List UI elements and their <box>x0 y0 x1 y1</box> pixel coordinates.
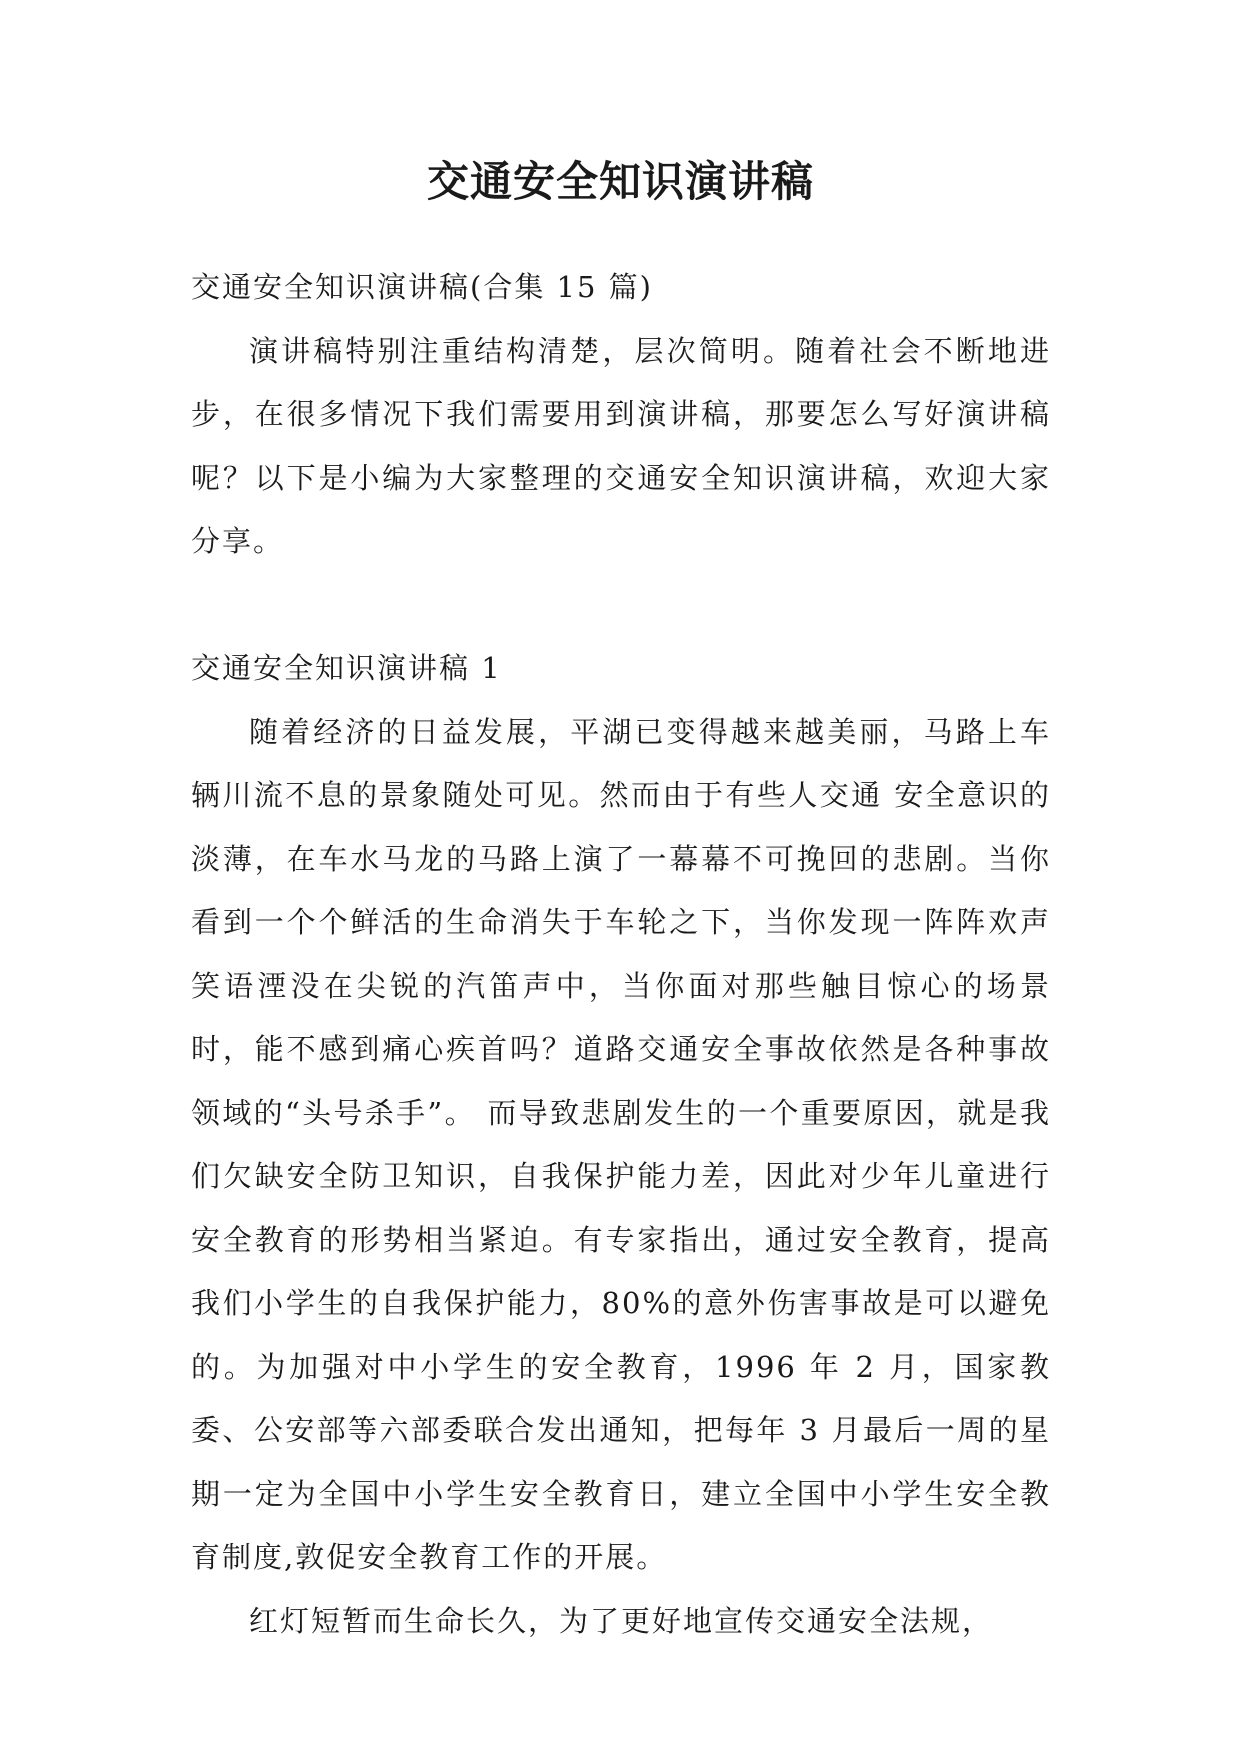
document-title: 交通安全知识演讲稿 <box>426 157 814 206</box>
document-body <box>191 256 1051 1653</box>
section-1-paragraph-1: 随着经济的日益发展，平湖已变得越来越美丽，马路上车辆川流不息的景象随处可见。然而由于有些人交通 安全意识的淡薄，在车水马龙的马路上演了一幕幕不可挽回的悲剧。当你看到一个个鲜活的生命消失于车轮之下，当你发现一阵阵欢声笑语湮没在尖锐的汽笛声中，当你面对那些触目惊心的场景时，能不感到痛心疾首吗？道路交通安全事故依然是各种事故领域的“头号杀手”。 而导致悲剧发生的一个重要原因，就是我们欠缺安全防卫知识，自我保护能力差，因此对少年儿童进行安全教育的形势相当紧迫。有专家指出，通过安全教育，提高我们小学生的自我保护能力，80%的意外伤害事故是可以避免的。为加强对中小学生的安全教育，1996 年 2 月，国家教委、公安部等六部委联合发出通知，把每年 3 月最后一周的星期一定为全国中小学生安全教育日，建立全国中小学生安全教育制度,敦促安全教育工作的开展。 <box>191 714 1051 1574</box>
paragraph-spacer <box>191 574 1051 638</box>
section-1-heading: 交通安全知识演讲稿 1 <box>191 651 502 685</box>
intro-paragraph: 演讲稿特别注重结构清楚，层次简明。随着社会不断地进步，在很多情况下我们需要用到演讲稿，那要怎么写好演讲稿呢？以下是小编为大家整理的交通安全知识演讲稿，欢迎大家分享。 <box>191 333 1051 558</box>
section-1-paragraph-2: 红灯短暂而生命长久，为了更好地宣传交通安全法规， <box>249 1603 994 1638</box>
collection-subtitle: 交通安全知识演讲稿(合集 15 篇) <box>191 270 653 304</box>
